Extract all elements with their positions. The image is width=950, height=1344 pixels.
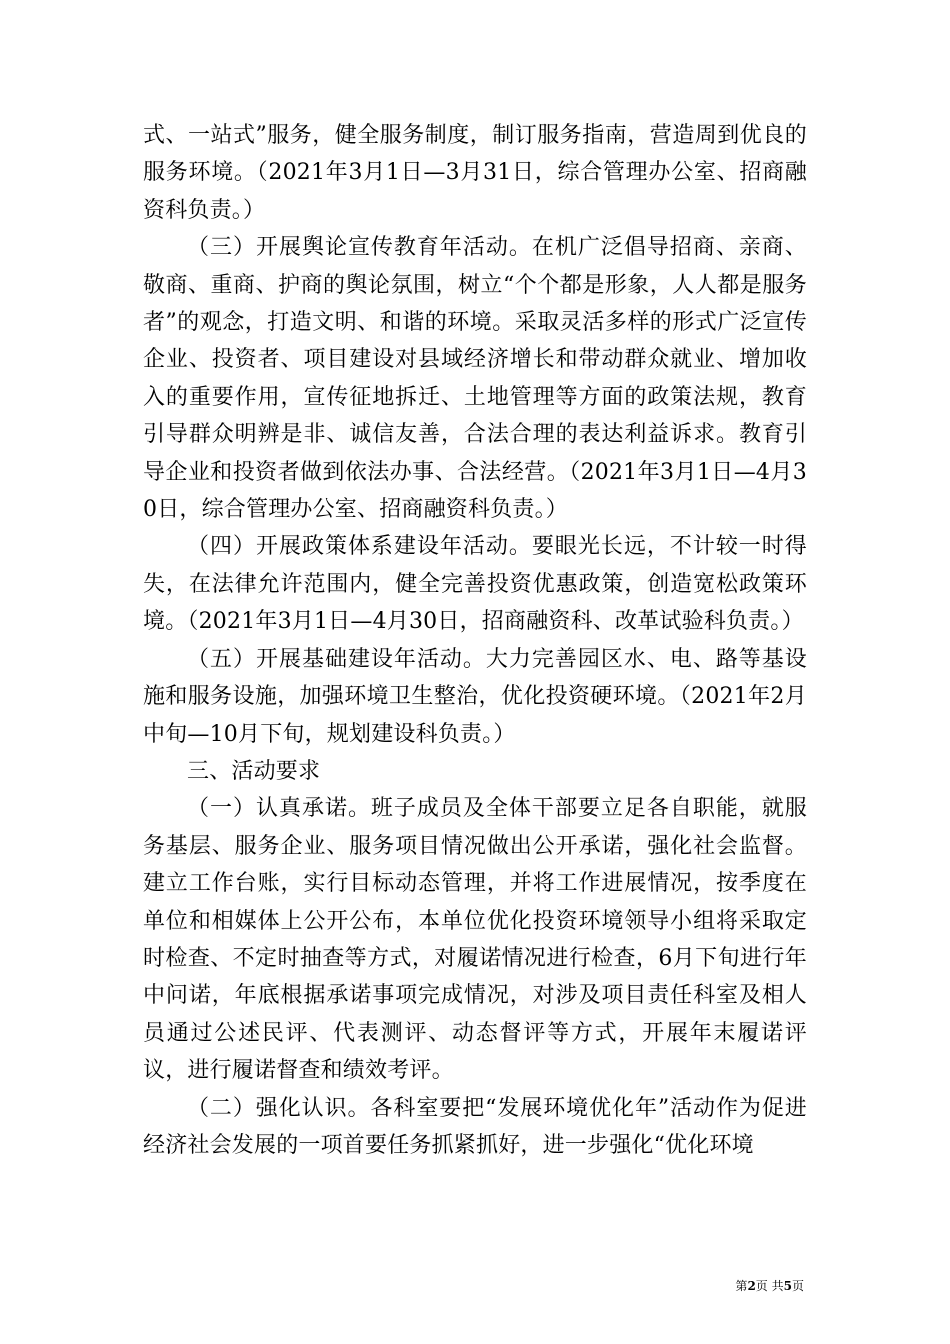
- footer-current-page: 2: [747, 1279, 756, 1293]
- paragraph-infrastructure: （五）开展基础建设年活动。大力完善园区水、电、路等基设施和服务设施，加强环境卫生整治，优化投资硬环境。（2021年2月中旬—10月下旬，规划建设科负责。）: [143, 646, 807, 747]
- page-number-footer: [735, 1278, 804, 1294]
- section-heading-activity-requirements: 三、活动要求: [187, 758, 321, 784]
- paragraph-awareness: （二）强化认识。各科室要把“发展环境优化年”活动作为促进经济社会发展的一项首要任务抓紧抓好，进一步强化“优化环境: [143, 1095, 807, 1158]
- paragraph-service-environment: 式、一站式”服务，健全服务制度，制订服务指南，营造周到优良的服务环境。（2021年3月1日—3月31日，综合管理办公室、招商融资科负责。）: [143, 123, 807, 223]
- paragraph-policy-system: （四）开展政策体系建设年活动。要眼光长远，不计较一时得失，在法律允许范围内，健全完善投资优惠政策，创造宽松政策环境。（2021年3月1日—4月30日，招商融资科、改革试验科负责。）: [143, 534, 807, 635]
- paragraph-commitment: （一）认真承诺。班子成员及全体干部要立足各自职能，就服务基层、服务企业、服务项目情况做出公开承诺，强化社会监督。建立工作台账，实行目标动态管理，并将工作进展情况，按季度在单位和相媒体上公开公布，本单位优化投资环境领导小组将采取定时检查、不定时抽查等方式，对履诺情况进行检查，6月下旬进行年中问诺，年底根据承诺事项完成情况，对涉及项目责任科室及相人员通过公述民评、代表测评、动态督评等方式，开展年末履诺评议，进行履诺督查和绩效考评。: [143, 796, 807, 1084]
- paragraph-publicity-education: （三）开展舆论宣传教育年活动。在机广泛倡导招商、亲商、敬商、重商、护商的舆论氛围，树立“个个都是形象，人人都是服务者”的观念，打造文明、和谐的环境。采取灵活多样的形式广泛宣传企业、投资者、项目建设对县域经济增长和带动群众就业、增加收入的重要作用，宣传征地拆迁、土地管理等方面的政策法规，教育引导群众明辨是非、诚信友善，合法合理的表达利益诉求。教育引导企业和投资者做到依法办事、合法经营。（2021年3月1日—4月30日，综合管理办公室、招商融资科负责。）: [143, 235, 807, 523]
- footer-total-pages: 5: [783, 1279, 792, 1293]
- footer-middle: 页 共: [755, 1279, 784, 1293]
- document-body: [143, 117, 807, 1164]
- footer-prefix: 第: [735, 1279, 748, 1293]
- footer-suffix: 页: [791, 1279, 804, 1293]
